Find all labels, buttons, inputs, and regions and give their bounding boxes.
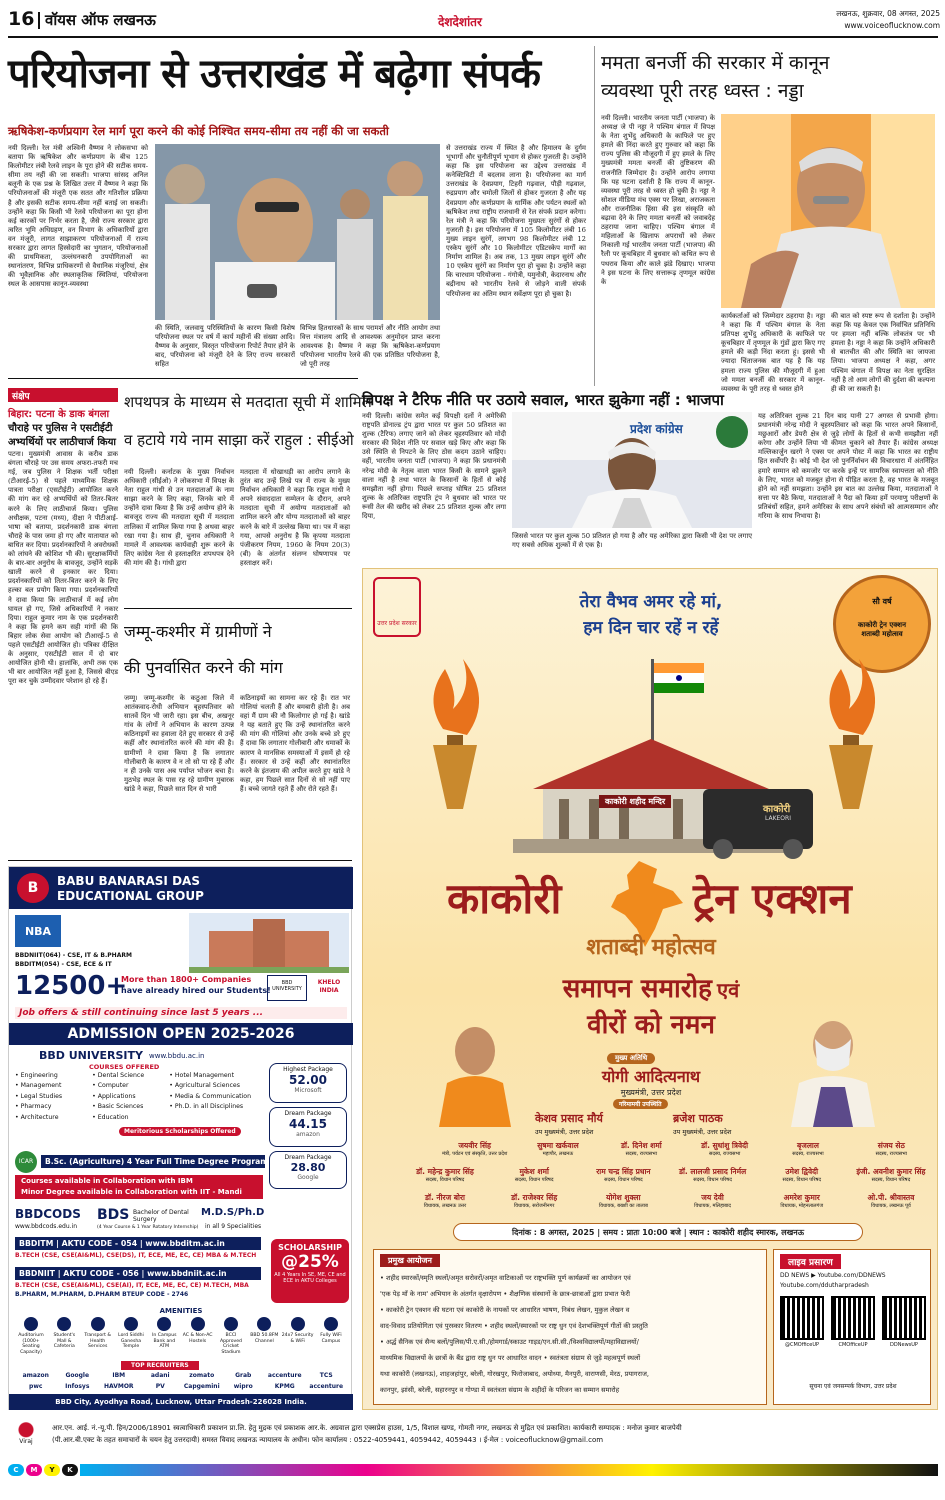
dignitaries-row-1 xyxy=(433,1141,933,1165)
qr-label: CMOfficeUP xyxy=(838,1342,868,1348)
amenity-icon xyxy=(24,1317,38,1331)
brief-headline-1: बिहार: पटना के डाक बंगला xyxy=(8,409,110,420)
course-item: • Hotel Management xyxy=(169,1072,234,1079)
dignitary xyxy=(403,1193,487,1217)
recruiter-logo: KPMG xyxy=(274,1383,295,1390)
nadda-story xyxy=(594,46,938,393)
nadda-photo-art xyxy=(721,114,935,308)
dignitary xyxy=(671,1193,755,1217)
kashmir-headline-1: जम्मू-कश्मीर में ग्रामीणों ने xyxy=(124,622,272,641)
dignitary-post: विधायक, लखनऊ पूर्व xyxy=(871,1203,911,1209)
job-offers-banner: Job offers & still continuing since last 5 years ... xyxy=(15,1007,347,1019)
dignitary-post: सदस्य, विधान परिषद xyxy=(871,1177,911,1183)
icar-badge-icon: ICAR xyxy=(15,1151,37,1173)
dignitary-name: डॉ. नीरज बोरा xyxy=(425,1193,465,1202)
nadda-photo xyxy=(721,114,935,308)
kharge-column-2: यह अतिरिक्त शुल्क 21 दिन बाद यानी 27 अगस्त से प्रभावी होगा। प्रधानमंत्री नरेन्द्र मोदी ने बृहस्पतिवार को कहा कि भारत अपने किसानों, मछुआरों और डेयरी क्षेत्र से जुड़े लोगों के हितों से कभी समझौता नहीं करेगा और उन्होंने लिया भी कीमत चुकाने को तैयार हैं। कांग्रेस अध्यक्ष मल्लिकार्जुन खरगे ने एक्स पर अपने पोस्ट में कहा कि भारत का राष्ट्रीय हित सर्वोपरि है। कोई भी देश जो पुनर्निर्वाचन की विचारधारा में अंतर्निहित हमारे सम्मान को कमजोर पर करके इन्हें पर सामरिक स्वायत्तता को नीति के लिए, भारत को मजबूत होना से पीड़ित करता है, वह भारत के मजबूत होने को नहीं समझता। उन्होंने इस बात का उल्लेख किया, मतदाताओं ने सत्ता पर बैठे किया, मतदाताओं ने पैदा को किया हमें परमाणु परीक्षणों के प्रतिबंधों सहित, हमने अमेरिका के साथ अपने संबंधों को आत्मसम्मान और गरिमा के साथ निभाया है। xyxy=(758,412,938,521)
dignitary-post: सदस्य, राज्यसभा xyxy=(875,1151,907,1157)
rahul-headline-2: व हटाये गये नाम साझा करें राहुल : सीईओ xyxy=(124,431,354,449)
course-item: • Management xyxy=(15,1082,62,1090)
up-emblem-icon: उत्तर प्रदेश सरकार xyxy=(373,577,421,637)
qr-label: DDNewsUP xyxy=(890,1342,918,1348)
viraj-logo-icon: Viraj xyxy=(8,1420,44,1448)
dignitary-post: विधायक, मलिहाबाद xyxy=(694,1203,731,1209)
collab-line-1: Courses available in Collaboration with IBM xyxy=(21,1177,193,1185)
dignitary-name: मुकेश शर्मा xyxy=(519,1167,549,1176)
ceremony-3: वीरों को नमन xyxy=(587,1010,715,1040)
amenity-item xyxy=(315,1317,347,1359)
nadda-column-2: कार्यकर्ताओं को जिम्मेदार ठहराया है। नड्डा ने कहा कि मैं पश्चिम बंगाल के नेता प्रतिपक्ष शुभेंदु अधिकारी के काफिले पर कूचबिहार में तृणमूल के गुंडों द्वारा किए गए हमले की कड़ी निंदा करता हूं। इससे भी ज्यादा चिंताजनक बात यह है कि यह हमला राज्य पुलिस की मौजूदगी में हुआ जो ममता बनर्जी की सरकार में कानून-व्यवस्था के पूरी तरह से ध्वस्त होने xyxy=(721,312,825,393)
package-box-1 xyxy=(269,1063,347,1103)
imprint-line-2: (पी.आर.बी.एक्ट के तहत समाचारों के चयन हेतु उत्तरदायी) समस्त विवाद लखनऊ न्यायालय के अधीन। फोन कार्यालय : 0522-4059441, 4059442, 4059443 । ई-मेल : voiceoflucknow@gmail.com xyxy=(52,1436,604,1444)
amenity-label: BCCI Approved Cricket Stadium xyxy=(219,1333,242,1355)
brief-label-bar xyxy=(8,388,118,402)
dignitary-name: डॉ. सुधांशु त्रिवेदी xyxy=(701,1141,749,1150)
dignitary xyxy=(581,1167,665,1191)
scholarship-offered: Meritorious Scholarships Offered xyxy=(119,1127,241,1136)
amenity-label: AC & Non-AC Hostels xyxy=(182,1333,213,1344)
qr-label: @CMOfficeUP xyxy=(784,1342,820,1348)
amenity-item xyxy=(248,1317,280,1359)
dignitary xyxy=(492,1167,576,1191)
dignitary xyxy=(849,1167,933,1191)
qr-icon xyxy=(831,1296,875,1340)
chief-guest-post: मुख्यमंत्री, उत्तर प्रदेश xyxy=(620,1088,682,1097)
bsc-agri-program: B.Sc. (Agriculture) 4 Year Full Time Degree Program xyxy=(41,1155,265,1168)
program-item: • अर्द्ध सैनिक एवं सैन्य बलों/पुलिस/पी.ए.सी./होमगार्ड/स्काउट गाइड/एन.सी.सी./विश्वविद्यालयों/महाविद्यालयों/ xyxy=(380,1338,639,1346)
bbdcods-title: BBDCODS xyxy=(15,1207,81,1221)
courses-grid xyxy=(15,1072,251,1124)
dignitary xyxy=(433,1141,516,1165)
rahul-column-2: मतदाता में धोखाधड़ी का आरोप लगाने के तुरंत बाद उन्हें लिखे पत्र में राज्य के मुख्य निर्वाचन अधिकारी ने कहा कि राहुल गांधी ने अपने संवाददाता सम्मेलन के दौरान, अपने मतदाता सूची में अयोग्य मतदाताओं को शामिल करने और योग्य मतदाताओं को बाहर करने के बारे में उल्लेख किया था। पत्र में कहा गया, आपसे अनुरोध है कि कृपया मतदाता पंजीकरण नियम, 1960 के नियम 20(3)(बी) के अंतर्गत संलग्न घोषणापत्र पर हस्ताक्षर करें। xyxy=(240,468,350,567)
info-dept-footer: सूचना एवं जनसम्पर्क विभाग, उत्तर प्रदेश xyxy=(809,1383,897,1390)
highest-package-label: Highest Package xyxy=(283,1066,333,1073)
ceremony-1: समापन समारोह xyxy=(562,974,712,1004)
lead-column-4: से उत्तराखंड राज्य में स्थित है और हिमालय के दुर्गम भूभागों और चुनौतीपूर्ण भूभाग से होकर गुजरती है। उन्होंने कहा कि इस परियोजना का उद्देश्य उत्तराखंड में कनेक्टिविटी में बदलाव लाना है। परियोजना का मार्ग उत्तराखंड के देवप्रयाग, टिहरी गढ़वाल, पौड़ी गढ़वाल, रुद्रप्रयाग और चमोली जिलों से होकर गुजरता है और यह देवप्रयाग और कर्णप्रयाग के धार्मिक और पर्यटन स्थलों को ऋषिकेश तथा राष्ट्रीय राजधानी से रेल संपर्क प्रदान करेगा। रेल मंत्री ने कहा कि परियोजना मुख्यतः सुरंगों से होकर गुजरती है। इस परियोजना में 105 किलोमीटर लंबी 16 मुख्य लाइन सुरंगें, लगभग 98 किलोमीटर लंबी 12 एस्केप सुरंगें और 10 किलोमीटर एडिटस्केप मार्गों का निर्माण शामिल है। अब तक, 13 मुख्य लाइन सुरंगें और 10 एस्केप सुरंगें का निर्माण पूरा हो चुका है। उन्होंने कहा कि चारधाम परियोजना - गंगोत्री, यमुनोत्री, केदारनाथ और बद्रीनाथ को भारतीय रेलवे से जोड़ने वाली संपर्क परियोजना का अंतिम स्थान सर्वेक्षण पूरा हो चुका है। xyxy=(446,144,586,298)
recruiter-logo: IBM xyxy=(112,1372,126,1379)
admission-bar xyxy=(9,1023,353,1045)
qr-code[interactable] xyxy=(831,1296,875,1366)
dignitary-name: डॉ. राजेश्वर सिंह xyxy=(511,1193,558,1202)
monument-plaque: काकोरी शहीद मन्दिर xyxy=(599,795,671,808)
amenities-title: AMENITIES xyxy=(159,1307,203,1315)
chief-guest-label: मुख्य अतिथि xyxy=(607,1053,655,1064)
dignitary-post: विधायक, सरोजनीनगर xyxy=(513,1203,555,1209)
nadda-headline-1: ममता बनर्जी की सरकार में कानून xyxy=(601,52,830,74)
torch-right-icon xyxy=(829,659,875,809)
lead-subhead: ऋषिकेश-कर्णप्रयाग रेल मार्ग पूरा करने की कोई निश्चित समय-सीमा तय नहीं की जा सकती xyxy=(8,124,389,138)
divider-1 xyxy=(8,378,358,379)
recruiter-logo: wipro xyxy=(233,1383,253,1390)
bbd-logo-icon: B xyxy=(17,873,49,903)
scholarship-badge xyxy=(271,1239,349,1303)
recruiter-logo: accenture xyxy=(267,1372,302,1379)
dignitary-post: सदस्य, विधान परिषद xyxy=(425,1177,465,1183)
dignitary-name: योगेश शुक्ला xyxy=(606,1193,641,1202)
bbd-university-logo-icon: BBD UNIVERSITY xyxy=(267,975,307,1001)
course-item: • Dental Science xyxy=(92,1072,145,1079)
dignitary xyxy=(516,1141,599,1165)
package-box-2 xyxy=(269,1107,347,1147)
kharge-caption: जिससे भारत पर कुल शुल्क 50 प्रतिशत हो गया है और यह अमेरिका द्वारा किसी भी देश पर लगाए गए सबसे अधिक शुल्कों में से एक है। xyxy=(512,532,752,550)
amenity-item xyxy=(82,1317,114,1359)
qr-icon xyxy=(780,1296,824,1340)
brief-body: पटना। मुख्यमंत्री आवास के करीब डाक बंगला चौराहे पर उस समय अफरा-तफरी मच गई, जब पुलिस ने शिक्षक भर्ती परीक्षा (टीआरई-5) से पहले माध्यमिक शिक्षक पात्रता परीक्षा (एसटीईटी) आयोजित करने की मांग कर रहे अभ्यर्थियों को तितर-बितर करने के लिए लाठीचार्ज किया। पुलिस अधीक्षक, पटना (मध्य), दीक्षा ने पीटीआई-भाषा को बताया, प्रदर्शनकारी डाक बंगला चौराहे के पास जमा हो गए और यातायात को बाधित कर दिया। प्रदर्शनकारियों ने अवरोधकों को लांघने की कोशिश भी की। सुरक्षाकर्मियों के बार-बार अनुरोध के बावजूद, उन्होंने सड़कें खाली करने से इनकार कर दिया। प्रदर्शनकारियों को तितर-बितर करने के लिए हल्का बल प्रयोग किया गया। प्रदर्शनकारियों ने दावा किया कि लाठीचार्ज में कई लोग घायल हो गए, जिसे अधिकारियों ने नकार दिया। राहुल कुमार नाम के एक प्रदर्शनकारी ने कहा कि हमने कम सही मांगों की कि बिहार लोक सेवा आयोग को टीआरई-5 से पहले एसटीईटी आयोजित हो। पत्रिका दीक्षित के अनुसार, एसटीईटी साल में दो बार आयोजित होनी थी। हालांकि, अभी तक एक भी बार आयोजित नहीं हुआ है, जिससे बीएड पूरा कर चुके उम्मीदवार परेशान हो रहे हैं। xyxy=(8,450,118,686)
recruiter-logo: Infosys xyxy=(65,1383,90,1390)
amenity-icon xyxy=(91,1317,105,1331)
program-item: 'एक पेड़ माँ के नाम' अभियान के अंतर्गत वृक्षारोपण • शैक्षणिक संस्थानों के छात्र-छात्राओं द्वारा प्रभात फेरी xyxy=(380,1290,630,1298)
dignitary xyxy=(766,1141,849,1165)
amenity-item xyxy=(115,1317,147,1359)
brief-headline-3: अभ्यर्थियों पर लाठीचार्ज किया xyxy=(8,437,116,448)
dcm2-post: उप मुख्यमंत्री, उत्तर प्रदेश xyxy=(673,1128,732,1136)
courses-offered-title: COURSES OFFERED xyxy=(89,1063,160,1071)
event-subtitle: शताब्दी महोत्सव xyxy=(586,935,716,960)
recruiter-logo: zomato xyxy=(189,1372,215,1379)
nadda-column-3: की बात को स्पष्ट रूप से दर्शाता है। उन्होंने कहा कि यह केवल एक निर्वाचित प्रतिनिधि पर हमला नहीं बल्कि लोकतंत्र पर भी हमला है। नड्डा ने कहा कि उन्होंने अधिकारी से बातचीत की और स्थिति का जायजा लिया। भाजपा अध्यक्ष ने कहा, अगर पश्चिम बंगाल में विपक्ष का नेता सुरक्षित नहीं है तो आम लोगों की दुर्दशा की कल्पना ही की जा सकती है। xyxy=(831,312,935,393)
amenity-label: In Campus Bank and ATM xyxy=(152,1333,177,1350)
course-item: • Engineering xyxy=(15,1072,58,1079)
dignitary-name: डॉ. दिनेश शर्मा xyxy=(620,1141,662,1150)
dignitary-name: डॉ. महेन्द्र कुमार सिंह xyxy=(416,1167,474,1176)
nba-line-2: BBDITM(054) - CSE, ECE & IT xyxy=(15,961,112,968)
bbdniit-bar: BBDNIIT | AKTU CODE - 056 | www.bbdniit.ac.in xyxy=(15,1267,261,1280)
program-item: कानपुर, झांसी, बरेली, सहारनपुर व गोण्डा में स्वतंत्रता संग्राम के शहीदों के परिजन का सम्मान समारोह xyxy=(380,1386,620,1394)
kashmir-column-1: जम्मू। जम्मू-कश्मीर के कठुआ जिले में आतंकवाद-रोधी अभियान बृहस्पतिवार को सातवें दिन भी जारी रहा। इस बीच, अखनूर गांव के लोगों ने अभियान के कारण उत्पन्न कठिनाइयों का हवाला देते हुए सरकार से उन्हें कहीं और स्थानांतरित करने की मांग की है। ग्रामीणों ने दावा किया है कि लगातार गोलीबारी के कारण वे न तो सो पा रहे हैं और न ही उनके पास अब पर्याप्त भोजन बचा है। मुठभेड़ स्थल के पास रह रहे ग्रामीण मुबारक खांडे ने कहा, पिछले सात दिन से भारी xyxy=(124,694,234,793)
bbd-ad xyxy=(8,866,352,1410)
bbditm-courses: B.TECH (CSE, CSE(AI&ML), CSE(DS), IT, ECE, ME, EC, CE) MBA & M.TECH xyxy=(15,1252,257,1259)
recruiters-title: TOP RECRUITERS xyxy=(121,1361,199,1370)
dignitary-post: सदस्य, राज्यसभा xyxy=(625,1151,657,1157)
train-subtext: LAKEORI xyxy=(765,815,791,822)
badge-top: सौ वर्ष xyxy=(872,597,892,606)
course-item: • Ph.D. in all Disciplines xyxy=(169,1103,244,1111)
dignitary-name: उमेश द्विवेदी xyxy=(785,1167,819,1176)
company-1-logo: Microsoft xyxy=(294,1087,322,1094)
bbdcods-url[interactable]: www.bbdcods.edu.in xyxy=(15,1223,77,1230)
website: www.voiceoflucknow.com xyxy=(844,21,940,30)
live-title: लाइव प्रसारण xyxy=(780,1254,841,1269)
amenity-icon xyxy=(224,1317,238,1331)
company-2-logo: amazon xyxy=(296,1131,320,1138)
dignitary-post: विधायक, बख्शी का तालाब xyxy=(598,1203,648,1209)
recruiter-logo: HAVMOR xyxy=(103,1383,134,1390)
dignitary-post: सदस्य, राज्यसभा xyxy=(792,1151,824,1157)
dignitary-name: डॉ. लालजी प्रसाद निर्मल xyxy=(678,1167,747,1176)
amenity-icon xyxy=(191,1317,205,1331)
brief-headline-2: चौराहे पर पुलिस ने एसटीईटी xyxy=(8,423,113,434)
bds-description: Bachelor of Dental Surgery xyxy=(133,1209,189,1223)
live-line-2[interactable]: Youtube.com/ddutharpradesh xyxy=(780,1282,869,1289)
course-item: • Architecture xyxy=(15,1113,59,1121)
package-box-3 xyxy=(269,1151,347,1189)
live-box xyxy=(773,1249,931,1405)
page-number: 16 xyxy=(8,8,35,30)
dignitary xyxy=(760,1193,844,1217)
amenity-icon xyxy=(57,1317,71,1331)
bbdniit-courses-1: B.TECH (CSE, CSE(AI&ML), CSE(AI), IT, ECE, ME, EC, CE) M.TECH, MBA xyxy=(15,1282,249,1289)
bbd-header xyxy=(9,867,353,909)
course-item: • Education xyxy=(92,1113,129,1121)
course-item: • Computer xyxy=(92,1082,129,1090)
course-item: • Legal Studies xyxy=(15,1092,63,1100)
amenity-label: Transport & Health Services xyxy=(84,1333,111,1350)
amenity-label: Lord Siddhi Ganesha Temple xyxy=(118,1333,144,1350)
amenity-icon xyxy=(157,1317,171,1331)
recruiters-grid xyxy=(15,1371,347,1393)
imprint xyxy=(0,1414,945,1500)
dignitary xyxy=(581,1193,665,1217)
recruiter-logo: Google xyxy=(65,1372,90,1379)
program-box xyxy=(373,1249,767,1405)
kharge-column-1: नयी दिल्ली। कांग्रेस समेत कई विपक्षी दलों ने अमेरिकी राष्ट्रपति डोनाल्ड ट्रंप द्वारा भारत पर कुल 50 प्रतिशत का शुल्क (टैरिफ) लगाए जाने को लेकर बृहस्पतिवार को मोदी सरकार की विदेश नीति पर सवाल खड़े किए और कहा कि उसे स्थिति से निपटने के लिए ठोस कदम उठाने चाहिए। वहीं, भारतीय जनता पार्टी (भाजपा) ने कहा कि प्रधानमंत्री नरेन्द्र मोदी के नेतृत्व वाला भारत किसी के सामने झुकने वाला नहीं है तथा भारत के किसानों के हितों से कोई समझौता नहीं होगा। पिछले सप्ताह घोषित 25 प्रतिशत शुल्क के अतिरिक्त राष्ट्रपति ट्रंप ने बुधवार को भारत पर रूसी तेल की खरीद को लेकर 25 प्रतिशत शुल्क और लगा दिया, xyxy=(362,412,506,521)
divider-3 xyxy=(8,860,352,861)
minister-photo xyxy=(155,144,440,320)
kharge-headline: विपक्ष ने टैरिफ नीति पर उठाये सवाल, भारत झुकेगा नहीं : भाजपा xyxy=(362,391,724,409)
dignitary-post: मंत्री, पर्यटन एवं संस्कृति, उत्तर प्रदेश xyxy=(442,1151,508,1157)
dream-package-label-2: Dream Package xyxy=(284,1154,332,1161)
bbd-group-name-2: EDUCATIONAL GROUP xyxy=(57,889,204,903)
qr-icon xyxy=(882,1296,926,1340)
bds-note: (4 Year Course & 1 Year Rotatory Internship) xyxy=(97,1225,199,1230)
program-item: • शहीद स्मारकों/स्मृति स्थलों/अमृत सरोवरों/अमृत वाटिकाओं पर राष्ट्रभक्ति पूर्ण कार्यक्रमों का आयोजन एवं xyxy=(380,1274,631,1282)
recruiter-logo: adani xyxy=(150,1372,170,1379)
ceremony-heading xyxy=(363,969,939,1005)
amenity-icon xyxy=(257,1317,271,1331)
recruiter-logo: amazon xyxy=(22,1372,49,1379)
mds-note: in all 9 Specialities xyxy=(205,1223,262,1230)
kakori-ad xyxy=(362,568,938,1410)
masthead-rule xyxy=(8,36,938,38)
cmyk-strip xyxy=(8,1464,938,1476)
amenity-item xyxy=(48,1317,80,1359)
program-item: • काकोरी ट्रेन एक्शन की घटना एवं काकोरी के नायकों पर आधारित भाषण, निबंध लेखन, मुकुल लेखन व xyxy=(380,1306,630,1314)
kashmir-headline-2: की पुनर्वासित करने की मांग xyxy=(124,658,283,677)
dignitary-name: इंजी. अवनीश कुमार सिंह xyxy=(856,1167,926,1176)
train-text: काकोरी xyxy=(763,804,791,815)
presence-label: गरिमामयी उपस्थिति xyxy=(613,1099,668,1109)
recruiter-logo: Grab xyxy=(235,1372,252,1379)
dignitary-name: ओ.पी. श्रीवास्तव xyxy=(867,1193,915,1202)
rahul-column-1: नयी दिल्ली। कर्नाटक के मुख्य निर्वाचन अधिकारी (सीईओ) ने लोकसभा में विपक्ष के नेता राहुल गांधी से उन मतदाताओं के नाम साझा करने के लिए कहा, जिनके बारे में उन्होंने दावा किया है कि उन्हें अयोग्य होने के बावजूद राज्य की मतदाता सूची में मतदाता तालिका में शामिल किया गया है अथवा बाहर रखा गया है। साथ ही, चुनाव अधिकारी ने मामले में आवश्यक कार्यवाही शुरू करने के लिए कांग्रेस नेता से हस्ताक्षरित शपथपत्र देने की मांग की है। गांधी द्वारा xyxy=(124,468,234,567)
divider-2 xyxy=(124,608,352,609)
event-title-left: काकोरी xyxy=(447,874,562,923)
dignitary-post: सदस्य, राज्यसभा xyxy=(708,1151,741,1157)
scholarship-note: All 4 Years In SE, ME, CE and ECE in AKTU Colleges xyxy=(274,1272,346,1284)
amenity-icon xyxy=(324,1317,338,1331)
admission-title: ADMISSION OPEN 2025-2026 xyxy=(67,1026,295,1042)
dignitaries-row-2 xyxy=(403,1167,933,1191)
date-line: लखनऊ, शुक्रवार, 08 अगस्त, 2025 xyxy=(836,9,940,18)
masthead-divider xyxy=(38,12,40,29)
qr-code[interactable] xyxy=(780,1296,824,1366)
event-title-right: ट्रेन एक्शन xyxy=(693,874,852,923)
dignitary-name: बृजलाल xyxy=(796,1141,819,1150)
event-details-bar: दिनांक : 8 अगस्त, 2025 | समय : प्रातः 10:00 बजे | स्थान : काकोरी शहीद स्मारक, लखनऊ xyxy=(453,1223,863,1241)
kharge-photo xyxy=(512,412,752,528)
bbdniit-courses-2: B.PHARM, M.PHARM, D.PHARM BTEUP CODE - 2746 xyxy=(15,1291,189,1298)
monument-illustration xyxy=(363,639,939,869)
amenity-label: Student's Mall & Cafeteria xyxy=(53,1333,76,1350)
amenity-item xyxy=(282,1317,314,1359)
mds-title: M.D.S/Ph.D xyxy=(201,1207,265,1218)
live-line-1[interactable]: DD NEWS ▶ Youtube.com/DDNEWS xyxy=(780,1272,886,1279)
program-list xyxy=(380,1270,764,1402)
imprint-line-1: आर.एन. आई. नं.-यू.पी. हिन/2006/18901 स्वत्वाधिकारी प्रकाशन प्रा.लि. हेतु मुद्रक एवं प्रकाशक आर.के. अग्रवाल द्वारा एक्सप्रेस हाउस, 1/5, विशाल खण्ड, गोमती नगर, लखनऊ से मुद्रित एवं प्रकाशित। कार्यकारी सम्पादक : मनोज कुमार बाजपेयी xyxy=(52,1424,682,1432)
dignitary-name: जयवीर सिंह xyxy=(458,1141,492,1150)
lead-column-1: नयी दिल्ली। रेल मंत्री अश्विनी वैष्णव ने लोकसभा को बताया कि ऋषिकेश और कर्णप्रयाग के बीच 125 किलोमीटर लंबी रेलवे लाइन के पूरा होने की सटीक समय-सीमा तय नहीं की जा सकती। भाजपा सांसद अनिल बलूनी के एक प्रश्न के लिखित उत्तर में वैष्णव ने कहा कि परियोजनाओं की मंजूरी एक सतत और गतिशील प्रक्रिया है और इसकी सटीक समय-सीमा नहीं बताई जा सकती। उन्होंने कहा कि किसी भी रेलवे परियोजना का पूरा होना कई कारकों पर निर्भर करता है, जैसे राज्य सरकार द्वारा त्वरित भूमि अधिग्रहण, वन विभाग के अधिकारियों द्वारा वन मंजूरी, लागत साझाकरण परियोजनाओं में राज्य सरकार द्वारा लागत हिस्सेदारी का भुगतान, परियोजनाओं की प्राथमिकता, उल्लंघनकारी उपयोगिताओं का स्थानांतरण, विभिन्न प्राधिकरणों से वैधानिक मंजूरियां, क्षेत्र की भूवैज्ञानिक और स्थलाकृतिक स्थितियां, परियोजना स्थल के आसपास कानून-व्यवस्था xyxy=(8,144,148,289)
paper-name: वॉयस ऑफ लखनऊ xyxy=(45,11,156,29)
qr-code[interactable] xyxy=(882,1296,926,1366)
recruiter-logo: Capgemini xyxy=(183,1383,220,1390)
badge-bot: शताब्दी महोत्सव xyxy=(861,630,903,638)
dcm1-post: उप मुख्यमंत्री, उत्तर प्रदेश xyxy=(535,1128,594,1136)
course-item: • Pharmacy xyxy=(15,1103,52,1111)
campus-photo-art xyxy=(189,913,349,973)
amenity-label: Fully WiFi Campus xyxy=(320,1333,342,1344)
bbditm-bar: BBDITM | AKTU CODE - 054 | www.bbditm.ac.in xyxy=(15,1237,261,1250)
cmyk-swatch: C xyxy=(8,1464,24,1476)
dignitary-name: संजय सेठ xyxy=(877,1141,905,1150)
dream-package-label: Dream Package xyxy=(284,1110,332,1117)
course-item: • Basic Sciences xyxy=(92,1103,144,1111)
tagline-1: तेरा वैभव अमर रहे मां, xyxy=(579,592,723,612)
torch-left-icon xyxy=(433,659,479,809)
amenity-icon xyxy=(291,1317,305,1331)
dcm2-name: ब्रजेश पाठक xyxy=(673,1112,723,1125)
recruiter-logo: accenture xyxy=(309,1383,344,1390)
placements-text-2: have already hired our Students! xyxy=(121,986,271,995)
amenity-label: Auditorium (1000+ Seating Capacity) xyxy=(18,1333,44,1355)
amenity-item xyxy=(182,1317,214,1359)
dignitary-post: महापौर, लखनऊ xyxy=(542,1151,574,1157)
cmyk-bar xyxy=(80,1464,938,1476)
dignitary-post: विधायक, मोहनलालगंज xyxy=(780,1203,824,1209)
placements-number: 12500+ xyxy=(15,971,128,1001)
brief-label: संक्षेप xyxy=(12,392,30,402)
course-item: • Media & Communication xyxy=(169,1092,251,1100)
campus-photo xyxy=(189,913,349,973)
section-name: देशदेशांतर xyxy=(438,15,482,29)
kharge-banner-text: प्रदेश कांग्रेस xyxy=(630,422,683,436)
dignitary xyxy=(600,1141,683,1165)
badge-mid: काकोरी ट्रेन एक्शन xyxy=(858,621,906,629)
dignitary xyxy=(849,1193,933,1217)
placements-text-1: More than 1800+ Companies xyxy=(121,975,252,984)
program-item: यथा काकोरी (लखनऊ), शाहजहांपुर, बरेली, गोरखपुर, फिरोजाबाद, अयोध्या, मैनपुरी, वाराणसी, मेरठ, प्रयागराज, xyxy=(380,1370,649,1378)
ceremony-2: एवं xyxy=(717,978,740,1002)
recruiter-logo: TCS xyxy=(319,1372,333,1379)
company-3-logo: Google xyxy=(297,1174,319,1181)
amenity-label: 24x7 Security & WiFi xyxy=(281,1333,314,1344)
amenity-item xyxy=(15,1317,47,1359)
collab-box xyxy=(15,1175,263,1199)
recruiter-logo: PV xyxy=(155,1383,165,1390)
highest-package-value: 52.00 xyxy=(289,1073,327,1087)
amenity-item xyxy=(148,1317,180,1359)
lead-column-3: विभिन्न हितधारकों के साथ परामर्श और नीति आयोग तथा वित्त मंत्रालय आदि से आवश्यक अनुमोदन प्राप्त करना आवश्यक है। वैष्णव ने कहा कि ऋषिकेश-कर्णप्रयाग परियोजना भारतीय रेलवे की एक प्रतिष्ठित परियोजना है, जो पूरी तरह xyxy=(300,324,440,369)
minister-photo-art xyxy=(155,144,440,320)
dignitary-post: सदस्य, विधान परिषद xyxy=(782,1177,822,1183)
khelo-india-icon: KHELO INDIA xyxy=(317,979,341,994)
dignitary-name: अमरेश कुमार xyxy=(783,1193,820,1202)
dignitary xyxy=(403,1167,487,1191)
qr-row xyxy=(780,1296,926,1366)
dcm1-name: केशव प्रसाद मौर्य xyxy=(535,1112,603,1125)
bbd-address: BBD City, Ayodhya Road, Lucknow, Uttar Pradesh-226028 India. xyxy=(9,1394,353,1410)
tagline-2: हम दिन चार रहें न रहें xyxy=(583,618,719,638)
dignitary xyxy=(671,1167,755,1191)
recruiter-logo: pwc xyxy=(29,1383,43,1390)
program-title: प्रमुख आयोजन xyxy=(380,1254,440,1267)
dignitary-post: विधायक, लखनऊ उत्तर xyxy=(423,1203,467,1209)
program-item: वाद-विवाद प्रतियोगिता एवं पुरस्कार वितरण • शहीद स्थलों/स्मारकों पर राष्ट्र धुन एवं देशभक्तिपूर्ण गीतों की प्रस्तुति xyxy=(380,1322,648,1330)
scholarship-label: SCHOLARSHIP xyxy=(278,1243,342,1252)
nadda-column-1: नयी दिल्ली। भारतीय जनता पार्टी (भाजपा) के अध्यक्ष जे पी नड्डा ने पश्चिम बंगाल में विपक्ष के नेता शुभेंदु अधिकारी के काफिले पर हुए हमले की निंदा करते हुए गुरुवार को कहा कि राज्य पुलिस की मौजूदगी में हुए हमले के लिए मुख्यमंत्री ममता बनर्जी की तुष्टिकरण की राजनीति जिम्मेदार है। उन्होंने आरोप लगाया कि यह घटना दर्शाती है कि राज्य में कानून-व्यवस्था पूरी तरह से ध्वस्त हो चुकी है। नड्डा ने सोशल मीडिया मंच एक्स पर लिखा, अराजकता और राजनीतिक हिंसा की इस संस्कृति को बढ़ावा देने के लिए ममता बनर्जी को जवाबदेह ठहराया जाना चाहिए। पश्चिम बंगाल में महिलाओं के खिलाफ अपराधों को लेकर निकाली गई भारतीय जनता पार्टी (भाजपा) की रैली पर कूचबिहार में बुधवार को कथित रूप से पथराव किया और काले झंडे दिखाए। भाजपा ने इस घटना के लिए सत्तारूढ़ तृणमूल कांग्रेस के xyxy=(601,114,715,286)
course-item: • Applications xyxy=(92,1092,136,1100)
dream-package-1-value: 44.15 xyxy=(289,1117,327,1131)
nba-badge-icon: NBA xyxy=(15,915,61,947)
dignitary xyxy=(683,1141,766,1165)
dignitary xyxy=(850,1141,933,1165)
cmyk-swatch: M xyxy=(26,1464,42,1476)
dignitary-name: जय देवी xyxy=(701,1193,724,1202)
lead-headline: परियोजना से उत्तराखंड में बढ़ेगा संपर्क xyxy=(8,51,540,97)
nba-line-1: BBDNIIT(064) - CSE, IT & B.PHARM xyxy=(15,952,132,959)
dignitary-post: सदस्य, विधान परिषद xyxy=(514,1177,554,1183)
dignitaries-row-3 xyxy=(403,1193,933,1217)
dignitary xyxy=(492,1193,576,1217)
bbd-group-name-1: BABU BANARASI DAS xyxy=(57,874,200,888)
dignitary-post: सदस्य, विधान परिषद xyxy=(604,1177,643,1183)
dignitary-name: राम चन्द्र सिंह प्रधान xyxy=(596,1167,651,1176)
amenities-row xyxy=(15,1317,347,1359)
amenity-item xyxy=(215,1317,247,1359)
lead-column-2: की स्थिति, जलवायु परिस्थितियों के कारण किसी विशेष परियोजना स्थल पर वर्ष में कार्य महीनों की संख्या आदि। वैष्णव के अनुसार, विस्तृत परियोजना रिपोर्ट तैयार होने के बाद, परियोजना को मंजूरी देने के लिए राज्य सरकारों सहित xyxy=(155,324,295,369)
cmyk-swatch: K xyxy=(62,1464,78,1476)
amenity-label: BBD 50.8FM Channel xyxy=(250,1333,279,1344)
program-item: माध्यमिक विद्यालयों के छात्रों के बैंड द्वारा राष्ट्र धुन पर आधारित वादन • स्वतंत्रता संग्राम से जुड़े महत्वपूर्ण स्थलों xyxy=(380,1354,641,1362)
bds-title: BDS xyxy=(97,1207,130,1223)
cmyk-swatch: Y xyxy=(44,1464,60,1476)
nadda-headline-2: व्यवस्था पूरी तरह ध्वस्त : नड्डा xyxy=(601,80,804,102)
dream-package-2-value: 28.80 xyxy=(290,1161,326,1174)
collab-line-2: Minor Degree available in Collaboration with IIT - Mandi xyxy=(21,1188,242,1196)
dignitary-post: सदस्य, विधान परिषद xyxy=(693,1177,732,1183)
dignitary-name: सुषमा खर्कवाल xyxy=(537,1141,579,1150)
scholarship-pct: @25% xyxy=(281,1252,339,1272)
kashmir-column-2: कठिनाइयों का सामना कर रहे हैं। रात भर गोलियां चलती हैं और बमबारी होती है। अब वहां मैं ग्राम की नौ किलोगार हो गई है। खांडे ने यह बताते हुए कि उन्हें स्थानांतरित करने की मांग की गोलियां और उनके बच्चे डरे हुए हैं दावा कि लगातार गोलीबारी और धमाकों के कारण वे मानसिक समस्याओं में इसमें हो रहे हैं। सरकार से उन्हें कहीं और स्थानांतरित करने के इंतजाम की अपील करते हुए खांडे ने कहा, हम पिछले सात दिनों से सो नहीं पाए हैं। बच्चे जागते रहते हैं और रोते रहते हैं। xyxy=(240,694,350,793)
university-name: BBD UNIVERSITY xyxy=(39,1049,143,1062)
university-url[interactable]: www.bbdu.ac.in xyxy=(149,1052,205,1060)
dignitary xyxy=(760,1167,844,1191)
rahul-headline-1: शपथपत्र के माध्यम से मतदाता सूची में शामिल xyxy=(124,393,372,411)
amenity-icon xyxy=(124,1317,138,1331)
course-item: • Agricultural Sciences xyxy=(169,1082,240,1090)
masthead xyxy=(0,0,945,40)
chief-guest-name: योगी आदित्यनाथ xyxy=(601,1067,701,1086)
